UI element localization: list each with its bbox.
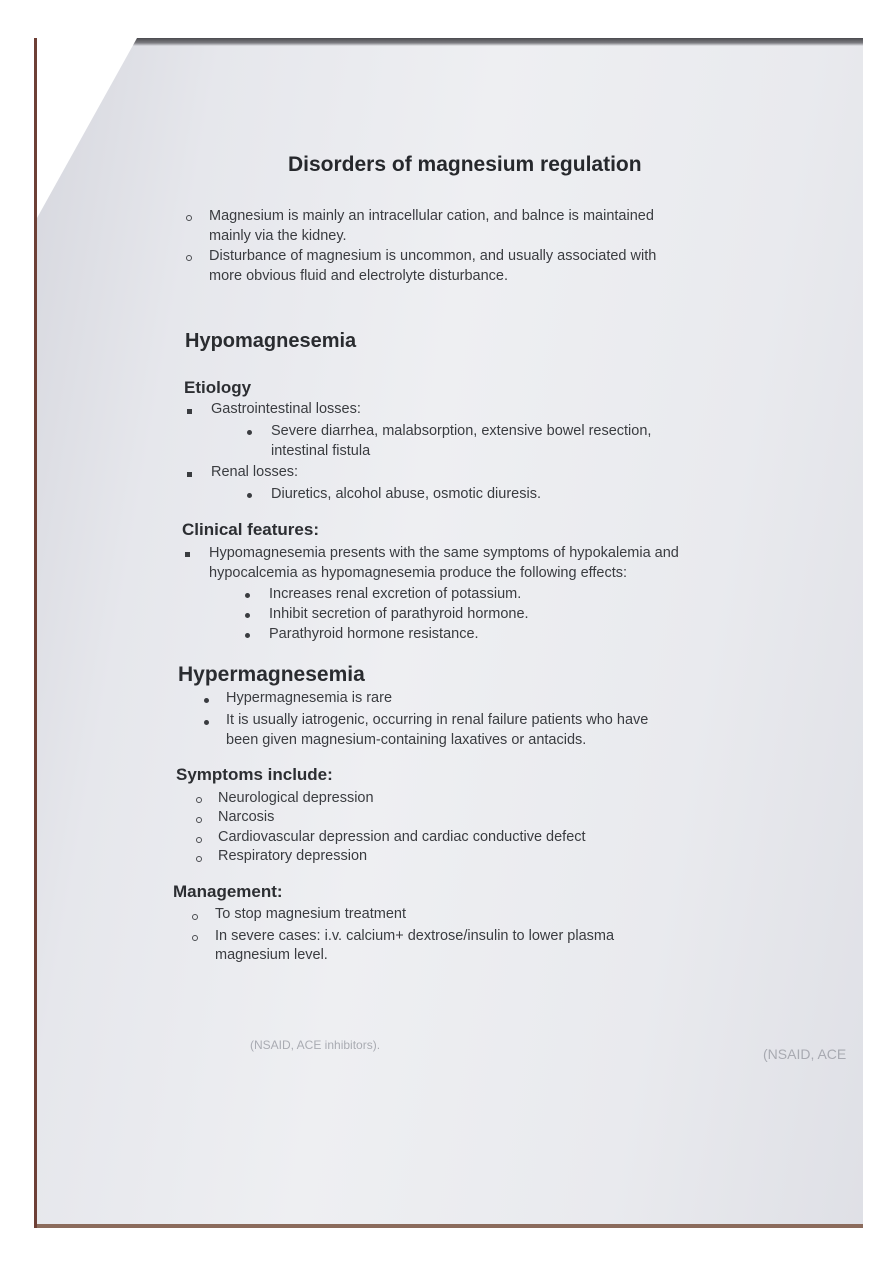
clinical-features-heading: Clinical features:: [182, 520, 319, 539]
management-bullet-1: [192, 914, 198, 920]
hyper-bullet-1: [204, 698, 209, 703]
show-through-note-right: (NSAID, ACE: [763, 1046, 847, 1062]
page-title: Disorders of magnesium regulation: [288, 153, 642, 176]
effect-bullet-3: [245, 633, 250, 638]
renal-losses-label: Renal losses:: [211, 464, 299, 480]
effect-line-1: Increases renal excretion of potassium.: [269, 586, 522, 602]
management-heading: Management:: [173, 882, 283, 901]
management-line-3: magnesium level.: [215, 947, 328, 963]
symptom-line-2: Narcosis: [218, 809, 275, 825]
symptom-bullet-3: [196, 837, 202, 843]
gi-losses-label: Gastrointestinal losses:: [211, 401, 361, 417]
effect-bullet-1: [245, 593, 250, 598]
symptom-line-1: Neurological depression: [218, 790, 374, 806]
intro-line-3: Disturbance of magnesium is uncommon, and usually associated with: [209, 248, 657, 264]
intro-line-2: mainly via the kidney.: [209, 228, 347, 244]
symptom-line-3: Cardiovascular depression and cardiac conductive defect: [218, 829, 586, 845]
symptom-bullet-1: [196, 797, 202, 803]
effect-line-3: Parathyroid hormone resistance.: [269, 626, 479, 642]
document-body: [37, 38, 863, 1228]
intro-line-4: more obvious fluid and electrolyte disturbance.: [209, 268, 509, 284]
symptom-line-4: Respiratory depression: [218, 848, 368, 864]
paper-bottom-edge: [37, 1224, 863, 1228]
clinical-lead-line-1: Hypomagnesemia presents with the same symptoms of hypokalemia and: [209, 545, 679, 561]
symptom-bullet-4: [196, 856, 202, 862]
gi-detail-line-1: Severe diarrhea, malabsorption, extensive bowel resection,: [271, 423, 652, 439]
hypermagnesemia-heading: Hypermagnesemia: [178, 663, 365, 686]
intro-bullet-2: [186, 255, 192, 261]
management-line-2: In severe cases: i.v. calcium+ dextrose/insulin to lower plasma: [215, 928, 615, 944]
gi-detail-line-2: intestinal fistula: [271, 443, 371, 459]
hyper-bullet-2: [204, 720, 209, 725]
gi-bullet: [187, 409, 192, 414]
intro-line-1: Magnesium is mainly an intracellular cation, and balnce is maintained: [209, 208, 654, 224]
clinical-bullet: [185, 552, 190, 557]
clinical-lead-line-2: hypocalcemia as hypomagnesemia produce the following effects:: [209, 565, 628, 581]
intro-bullet-1: [186, 215, 192, 221]
symptoms-heading: Symptoms include:: [176, 765, 333, 784]
hypomagnesemia-heading: Hypomagnesemia: [185, 330, 357, 352]
effect-bullet-2: [245, 613, 250, 618]
renal-detail-bullet: [247, 493, 252, 498]
hyper-line-2: It is usually iatrogenic, occurring in renal failure patients who have: [226, 712, 649, 728]
gi-detail-bullet: [247, 430, 252, 435]
show-through-note-left: (NSAID, ACE inhibitors).: [250, 1038, 381, 1052]
hyper-line-1: Hypermagnesemia is rare: [226, 690, 393, 706]
management-line-1: To stop magnesium treatment: [215, 906, 407, 922]
effect-line-2: Inhibit secretion of parathyroid hormone.: [269, 606, 529, 622]
paper-sheet: [34, 38, 863, 1228]
etiology-heading: Etiology: [184, 378, 252, 397]
renal-bullet: [187, 472, 192, 477]
management-bullet-2: [192, 935, 198, 941]
symptom-bullet-2: [196, 817, 202, 823]
renal-detail-line: Diuretics, alcohol abuse, osmotic diuresis.: [271, 486, 541, 502]
hyper-line-3: been given magnesium-containing laxatives or antacids.: [226, 732, 587, 748]
